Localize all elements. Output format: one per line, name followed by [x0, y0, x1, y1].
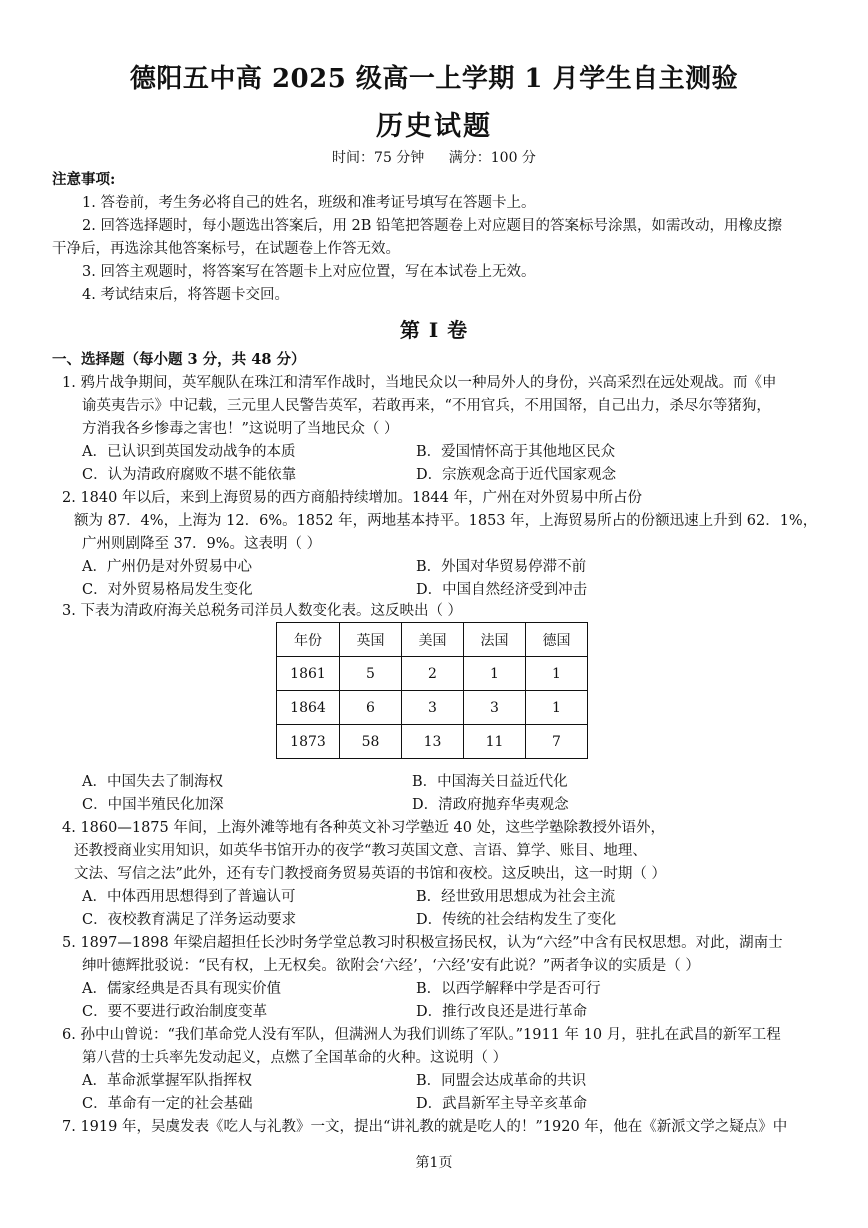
table-cell: 1: [526, 691, 588, 725]
option: A．儒家经典是否具有现实价值: [82, 981, 281, 997]
table-cell: 7: [526, 725, 588, 759]
exam-score: 满分：100 分: [448, 150, 536, 166]
question-line: 谕英夷告示》中记载，三元里人民警告英军，若敢再来，“不用官兵，不用国帑，自己出力，杀尽尔等猪狗，: [82, 398, 771, 414]
table-cell: 1: [526, 657, 588, 691]
question-line: 还教授商业实用知识，如英华书馆开办的夜学“教习英国文意、言语、算学、账目、地理、: [74, 843, 647, 859]
notice-item: 1. 答卷前，考生务必将自己的姓名，班级和准考证号填写在答题卡上。: [82, 195, 536, 211]
option: B．爱国情怀高于其他地区民众: [416, 444, 616, 460]
table-header-row: [277, 623, 588, 657]
question-line: 6. 孙中山曾说：“我们革命党人没有军队，但满洲人为我们训练了军队。”1911 年 10 月，驻扎在武昌的新军工程: [62, 1027, 781, 1043]
table-cell: 1: [464, 657, 526, 691]
option: D．推行改良还是进行革命: [416, 1004, 588, 1020]
exam-subtitle: 历史试题: [376, 111, 492, 142]
question-line: 5. 1897—1898 年梁启超担任长沙时务学堂总教习时积极宣扬民权，认为“六经”中含有民权思想。对此，湖南士: [62, 935, 783, 951]
table-cell: 2: [402, 657, 464, 691]
exam-time: 时间：75 分钟: [332, 150, 425, 166]
table-cell: 13: [402, 725, 464, 759]
option: B．中国海关日益近代化: [412, 774, 568, 790]
question-line: 额为 87．4%，上海为 12．6%。1852 年，两地基本持平。1853 年，上海贸易所占的份额迅速上升到 62．1%，: [74, 513, 818, 529]
option: C．认为清政府腐败不堪不能依靠: [82, 467, 297, 483]
exam-time-score: [0, 147, 868, 167]
question-line: 4. 1860—1875 年间，上海外滩等地有各种英文补习学塾近 40 处，这些学塾除教授外语外，: [62, 820, 666, 836]
option: D．中国自然经济受到冲击: [416, 582, 588, 598]
table-header-cell: 法国: [464, 623, 526, 657]
option: B．以西学解释中学是否可行: [416, 981, 601, 997]
question-line: 第八营的士兵率先发动起义，点燃了全国革命的火种。这说明（ ）: [82, 1050, 508, 1066]
table-row: [277, 725, 588, 759]
option: C．夜校教育满足了洋务运动要求: [82, 912, 297, 928]
question-line: 文法、写信之法”此外，还有专门教授商务贸易英语的书馆和夜校。这反映出，这一时期（ ）: [74, 866, 667, 882]
notice-item: 3. 回答主观题时，将答案写在答题卡上对应位置，写在本试卷上无效。: [82, 264, 536, 280]
option: D．宗族观念高于近代国家观念: [416, 467, 617, 483]
option: A．中体西用思想得到了普遍认可: [82, 889, 296, 905]
option: C．中国半殖民化加深: [82, 797, 224, 813]
option: B．经世致用思想成为社会主流: [416, 889, 616, 905]
option: A．中国失去了制海权: [82, 774, 223, 790]
table-row: [277, 691, 588, 725]
table-cell: 11: [464, 725, 526, 759]
table-cell: 3: [464, 691, 526, 725]
table-cell: 1861: [277, 657, 340, 691]
table-header-cell: 英国: [340, 623, 402, 657]
table-row: [277, 657, 588, 691]
section-title: 第 Ⅰ 卷: [399, 318, 469, 342]
table-cell: 1864: [277, 691, 340, 725]
notice-item: 2. 回答选择题时，每小题选出答案后，用 2B 铅笔把答题卷上对应题目的答案标号涂黑，如需改动，用橡皮擦: [82, 218, 783, 234]
table-cell: 58: [340, 725, 402, 759]
staff-table: [276, 622, 588, 759]
option: D．清政府抛弃华夷观念: [412, 797, 569, 813]
table-header-cell: 年份: [277, 623, 340, 657]
option: B．外国对华贸易停滞不前: [416, 559, 587, 575]
question-line: 广州则剧降至 37．9%。这表明（ ）: [82, 536, 322, 552]
exam-title: 德阳五中高 2025 级高一上学期 1 月学生自主测验: [129, 64, 739, 94]
table-cell: 3: [402, 691, 464, 725]
notice-item: 4. 考试结束后，将答题卡交回。: [82, 287, 289, 303]
part-heading: 一、选择题（每小题 3 分，共 48 分）: [52, 351, 306, 368]
table-cell: 6: [340, 691, 402, 725]
page-number: 第1页: [415, 1155, 453, 1171]
question-line: 1. 鸦片战争期间，英军舰队在珠江和清军作战时，当地民众以一种局外人的身份，兴高采烈在远处观战。而《申: [62, 375, 777, 391]
question-line: 绅叶德辉批驳说：“民有权，上无权矣。欲附会‘六经’，‘六经’安有此说？”两者争议的实质是（ ）: [82, 958, 700, 974]
option: C．要不要进行政治制度变革: [82, 1004, 268, 1020]
notice-item: 干净后，再选涂其他答案标号，在试题卷上作答无效。: [52, 241, 400, 257]
option: B．同盟会达成革命的共识: [416, 1073, 587, 1089]
table-cell: 1873: [277, 725, 340, 759]
option: A．广州仍是对外贸易中心: [82, 559, 252, 575]
table-header-cell: 美国: [402, 623, 464, 657]
question-line: 3. 下表为清政府海关总税务司洋员人数变化表。这反映出（ ）: [62, 603, 463, 619]
option: A．革命派掌握军队指挥权: [82, 1073, 252, 1089]
option: C．对外贸易格局发生变化: [82, 582, 253, 598]
option: D．传统的社会结构发生了变化: [416, 912, 617, 928]
option: C．革命有一定的社会基础: [82, 1096, 253, 1112]
question-line: 2. 1840 年以后，来到上海贸易的西方商船持续增加。1844 年，广州在对外贸易中所占份: [62, 490, 642, 506]
option: A．已认识到英国发动战争的本质: [82, 444, 296, 460]
question-line: 7. 1919 年，吴虞发表《吃人与礼教》一文，提出“讲礼教的就是吃人的！”1920 年，他在《新派文学之疑点》中: [62, 1119, 788, 1135]
notice-heading: 注意事项:: [52, 171, 116, 188]
table-header-cell: 德国: [526, 623, 588, 657]
question-line: 方消我各乡惨毒之害也！”这说明了当地民众（ ）: [82, 421, 399, 437]
table-cell: 5: [340, 657, 402, 691]
option: D．武昌新军主导辛亥革命: [416, 1096, 588, 1112]
